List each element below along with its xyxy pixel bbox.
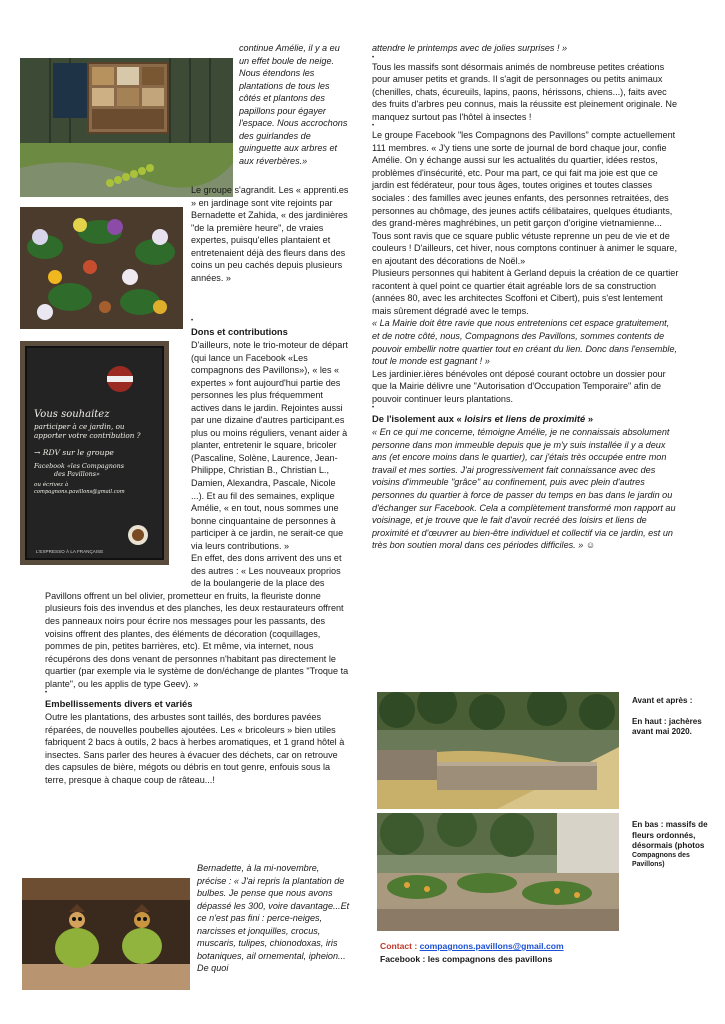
board-line: → RDV sur le groupe: [34, 447, 114, 457]
paragraph: attendre le printemps avec de jolies surprises ! »: [372, 43, 568, 53]
caption-line: Avant et après :: [632, 696, 693, 705]
board-line: apporter votre contribution ?: [34, 430, 141, 440]
caption-line: Compagnons des Pavillons): [632, 851, 690, 868]
caption-line: En haut : jachères avant mai 2020.: [632, 716, 702, 737]
paragraph: Tous les massifs sont désormais animés de nombreuse petites créations pour amuser petits et grands. Il s'agit de personnages ou petits animaux (chenilles, chats, écureuils, lapins, paons, hérissons, chiens...), faits avec des fruits d'arbres peu connus, mais la réussite est pleinement originale. Ne manquez surtout pas l'hôtel à insectes !: [372, 61, 678, 122]
section-heading: Dons et contributions: [191, 326, 288, 337]
board-line: ou écrivez à: [34, 481, 69, 488]
paragraph: Plusieurs personnes qui habitent à Gerland depuis la création de ce quartier racontent à quel point ce quartier était agréable lors de sa construction (années 80, avec les architectes Scoffoni et Cibert), puis s'est lentement mais sûrement dégradé avec le temps.: [372, 268, 679, 316]
paragraph: « En ce qui me concerne, témoigne Amélie, je ne connaissais absolument personne dans mon immeuble depuis que je m'y suis installée il y a deux ans (et encore moins dans le quartier), car j'étais très occupée entre mon travail et mes sorties. J'ai progressivement fait connaissance avec des voisins d'immeuble "grâce" au confinement, puis avec plein d'autres personnes du quartier à force de passer du temps en bas dans le jardin ou d'échanger sur Facebook. Cela a complètement transformé mon rapport au voisinage, et je trouve que le fait d'avoir recréé des loisirs et liens de proximité et d'œuvrer au bien-être individuel et collectif via ce jardin, est un très bon soutien moral dans ces périodes difficiles. » ☺: [372, 427, 676, 551]
after-garden-photo: [377, 813, 619, 931]
paragraph: Les jardinier.ières bénévoles ont déposé courant octobre un dossier pour que la Mairie délivre une "Autorisation d'Occupation Temporaire" afin de pouvoir continuer leurs plantations.: [372, 368, 666, 404]
photo-caption: [632, 696, 714, 738]
contact-label: Contact :: [380, 941, 420, 951]
paragraph: « La Mairie doit être ravie que nous entretenions cet espace gratuitement, et de notre côté, nous, Compagnons des Pavillons, sommes contents de pouvoir embellir notre quartier tout en créant du lien. Donc dans l'ensemble, tout le monde est gagnant ! »: [372, 318, 678, 367]
board-line: des Pavillons»: [54, 469, 100, 478]
before-garden-photo: [377, 692, 619, 809]
intro-text-block: [46, 42, 351, 199]
contact-email-link[interactable]: compagnons.pavillons@gmail.com: [419, 941, 564, 951]
paragraph: continue Amélie, il y a eu un effet boule de neige. Nous étendons les plantations de tous les côtés et plantons des papillons pour égayer l'espace. Nous accrochons des guirlandes de guinguette aux arbres et aux réverbères.»: [239, 43, 348, 166]
board-line: compagnons.pavillons@gmail.com: [34, 488, 125, 495]
paragraph: Outre les plantations, des arbustes sont taillés, des bordures pavées réparées, de nouvelles poubelles ajoutées. Les « bricoleurs » bien utiles fabriquent 2 bacs à outils, 2 bacs à herbes aromatiques, et 1 grand hôtel à insectes. Sans parler des heures à évacuer des déchets, car on retrouve des capsules de bière, mégots ou débris en tout genre, enfouis sous la terre, presque à chaque coup de râteau...!: [45, 712, 345, 785]
donations-text-block: • Dons et contributions D'ailleurs, note le trio-moteur de départ (qui lance un Facebook «Les compagnons des Pavillons»), « les « expertes » font aujourd'hui partie des personnes les plus fréquemment actives dans le jardin. Rejointes aussi par une dizaine d'autres participant.es plus ou moins réguliers, venant aider à planter, entretenir le square, bricoler (Pascaline, Solène, Laurence, Jean-Philippe, Christian B., Christian L., Damien, Alexandra, Pascale, Nicole ...). Et au fil des semaines, explique Amélie, « en tout, nous sommes une bonne cinquantaine de personnes à participer à ce jardin, ne serait-ce que via leurs contributions. » En effet, des dons arrivent des uns et des autres : « Les nouveaux proprios de la boulangerie de la place des Pavillons offrent un bel olivier, prometteur en fruits, la fleuriste donne plusieurs fois des invendus et des planches, les deux restaurateurs offrent des panneaux noirs pour écrire nos messages pour les passants, des voisins offrent des plantes, des éléments de décoration (coquillages, pommes de pin, petites barrières, etc). Et même, via internet, nous récupérons des dons venant de personnes n'habitant pas directement le quartier (par exemple via le système de don/échange de plantes "Troque ta plante", ou les applis de type Geev). » • Embellissements divers et variés Outre les plantations, des arbustes sont taillés, des bordures pavées réparées, de nouvelles poubelles ajoutées. Les « bricoleurs » bien utiles fabriquent 2 bacs à outils, 2 bacs à herbes aromatiques, et 1 grand hôtel à insectes. Sans parler des heures à évacuer des déchets, car on retrouve des capsules de bière, mégots ou débris en tout genre, enfouis sous la terre, presque à chaque coup de râteau...!: [45, 318, 351, 787]
facebook-line: Facebook : les compagnons des pavillons: [380, 954, 553, 965]
section-heading: Embellissements divers et variés: [45, 698, 193, 710]
caption-line: En bas : massifs de fleurs ordonnés, désormais (photos: [632, 820, 708, 851]
section-heading: De l'isolement aux « loisirs et liens de proximité »: [372, 413, 594, 425]
paragraph: En effet, des dons arrivent des uns et des autres : « Les nouveaux proprios de la boulangerie de la place des Pavillons offrent un bel olivier, prometteur en fruits, la fleuriste donne plusieurs fois des invendus et des planches, les deux restaurateurs offrent des panneaux noirs pour écrire nos messages pour les passants, des voisins offrent des plantes, des éléments de décoration (coquillages, pommes de pin, petites barrières, etc). Et même, via internet, nous récupérons des dons venant de personnes n'habitant pas directement le quartier (par exemple via le système de don/échange de plantes "Troque ta plante", ou les applis de type Geev). »: [45, 553, 349, 689]
pansies-photo: [20, 207, 183, 329]
paragraph: Le groupe Facebook "les Compagnons des Pavillons" compte actuellement 111 membres. « J'y tiens une sorte de journal de bord chaque jour, confie Amélie. On y échange aussi sur les actualités du quartier, idées restos, problèmes d'insécurité, etc. Pour ma part, ce qui fait ma joie est que ce jardin est fédérateur, pour tous âges, toutes origines et toutes classes sociales : des familles avec jeunes enfants, des personnes retraitées, des personnes au chômage, des jeunes actifs célibataires, quelques étudiants, des grand-mères maghrébines, un petit garçon d'origine vietnamienne... Tous sont ravis que ce square public vétuste reprenne un peu de vie et de couleurs ! D'ailleurs, cet hiver, nous comptons continuer à animer le square, en ajoutant des décorations de Noël.»: [372, 130, 678, 266]
bulbs-text-block: [45, 862, 351, 992]
board-footer: L'EXPRESSO À LA FRANÇAISE: [36, 549, 104, 554]
board-line: Facebook «les Compagnons: [34, 461, 125, 470]
paragraph: Bernadette, à la mi-novembre, précise : « J'ai repris la plantation de bulbes. Je pense que nous avons dépassé les 300, voire davantage...Et ce n'est pas fini : perce-neiges, narcisses et jonquilles, crocus, muscaris, tulipes, chionodoxas, iris botaniques, ail ornemental, ipheion... De quoi: [197, 863, 350, 974]
right-column: attendre le printemps avec de jolies surprises ! » • Tous les massifs sont désormais animés de nombreuse petites créations pour amuser petits et grands. Il s'agit de personnages ou petits animaux (chenilles, chats, écureuils, lapins, paons, hérissons, chiens...), faits avec des fruits d'arbres peu connus, mais la réussite est pleinement originale. Ne manquez surtout pas l'hôtel à insectes ! • Le groupe Facebook "les Compagnons des Pavillons" compte actuellement 111 membres. « J'y tiens une sorte de journal de bord chaque jour, confie Amélie. On y échange aussi sur les actualités du quartier, idées restos, problèmes d'insécurité, etc. Pour ma part, ce qui fait ma joie est que ce jardin est fédérateur, pour tous âges, toutes origines et toutes classes sociales : des familles avec jeunes enfants, des personnes retraitées, des personnes au chômage, des jeunes actifs célibataires, quelques étudiants, des grand-mères maghrébines, un petit garçon d'origine vietnamienne... Tous sont ravis que ce square public vétuste reprenne un peu de vie et de couleurs ! D'ailleurs, cet hiver, nous comptons continuer à animer le square, en ajoutant des décorations de Noël.» Plusieurs personnes qui habitent à Gerland depuis la création de ce quartier racontent à quel point ce quartier était agréable lors de sa construction (années 80, avec les architectes Scoffoni et Cibert), puis s'est lentement mais sûrement dégradé avec le temps. « La Mairie doit être ravie que nous entretenions cet espace gratuitement, et de notre côté, nous, Compagnons des Pavillons, sommes contents de pouvoir embellir notre quartier tout en créant du lien. Donc dans l'ensemble, tout le monde est gagnant ! » Les jardinier.ières bénévoles ont déposé courant octobre un dossier pour que la Mairie délivre une "Autorisation d'Occupation Temporaire" afin de pouvoir continuer leurs plantations. • De l'isolement aux « loisirs et liens de proximité » « En ce qui me concerne, témoigne Amélie, je ne connaissais absolument personne dans mon immeuble depuis que je m'y suis installée il y a deux ans (et encore moins dans le quartier), car j'étais très occupée entre mon travail et mes sorties. J'ai progressivement fait connaissance avec des voisins d'immeuble "grâce" au confinement, puis avec plein d'autres personnes du quartier à force de passer du temps en bas dans le jardin ou d'échanger sur Facebook. Cela a complètement transformé mon rapport au voisinage, et je trouve que le fait d'avoir recréé des loisirs et liens de proximité et d'œuvrer au bien-être individuel et collectif via ce jardin, est un très bon soutien moral dans ces périodes difficiles. » ☺: [372, 43, 679, 551]
contact-block: [380, 940, 700, 967]
group-grows-text-block: [191, 184, 351, 284]
board-line: Vous souhaitez: [34, 409, 110, 420]
paragraph: Le groupe s'agrandit. Les « apprenti.es » en jardinage sont vite rejoints par Bernadette et Zahida, « des jardinières "de la première heure", de vraies expertes, puisqu'elles plantaient et entretenaient déjà des fleurs dans des coins un peu cachés depuis plusieurs années. »: [191, 185, 349, 283]
photo-caption: [632, 820, 714, 869]
paragraph: D'ailleurs, note le trio-moteur de départ (qui lance un Facebook «Les compagnons des Pavillons»), « les « expertes » font aujourd'hui partie des personnes les plus fréquemment actives dans le jardin. Rejointes aussi par une dizaine d'autres participant.es plus ou moins réguliers, venant aider à planter, entretenir le square, bricoler (Pascaline, Solène, Laurence, Jean-Philippe, Christian B., Christian L., Damien, Alexandra, Pascale, Nicole ...). Et au fil des semaines, explique Amélie, « en tout, nous sommes une bonne cinquantaine de personnes à participer à ce jardin, ne serait-ce que via leurs contributions. »: [191, 339, 348, 551]
board-line: participer à ce jardin, ou: [34, 421, 125, 431]
